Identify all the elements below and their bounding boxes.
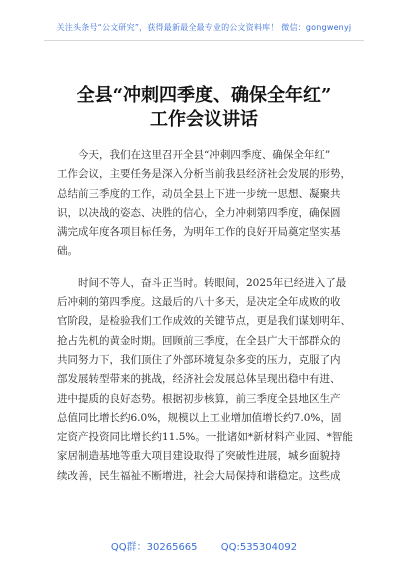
header-banner: 关注头条号“公文研究”，获得最新最全最专业的公文资料库！ 微信：gongwenyj [56, 23, 352, 32]
qq-number: QQ:535304092 [220, 542, 298, 553]
paragraph-line: 识，以决战的姿态、决胜的信心，全力冲刺第四季度，确保圆 [57, 206, 341, 219]
paragraph-line: 官阶段，是检验我们工作成效的关键节点，更是我们谋划明年、 [57, 315, 351, 328]
paragraph-line: 时间不等人，奋斗正当时。转眼间，2025年已经进入了最 [78, 276, 347, 289]
paragraph-line: 今天，我们在这里召开全县“冲刺四季度、确保全年红” [78, 149, 331, 161]
title-line-1: 全县“冲刺四季度、确保全年红” [76, 85, 332, 106]
paragraph-line: 后冲刺的第四季度。这最后的八十多天，是决定全年成败的收 [57, 296, 341, 309]
paragraph-2 [57, 274, 357, 486]
title-line-2: 工作会议讲话 [150, 109, 258, 130]
paragraph-line: 础。 [57, 245, 78, 258]
paragraph-line: 定资产投资同比增长约11.5%。一批诸如*新材料产业园、*智能 [57, 431, 353, 444]
qq-group-number: QQ群：30265665 [110, 542, 198, 553]
paragraph-1 [57, 146, 357, 262]
header-divider [44, 40, 364, 41]
document-body [57, 146, 357, 498]
paragraph-line: 续改善，民生福祉不断增进，社会大局保持和谐稳定。这些成 [57, 469, 341, 482]
paragraph-line: 进中提质的良好态势。根据初步核算，前三季度全县地区生产 [57, 392, 341, 405]
footer-contact [0, 538, 408, 553]
paragraph-line: 满完成年度各项目标任务，为明年工作的良好开局奠定坚实基 [57, 226, 341, 239]
paragraph-line: 工作会议，主要任务是深入分析当前我县经济社会发展的形势， [57, 168, 351, 181]
paragraph-line: 抢占先机的黄金时期。回顾前三季度，在全县广大干部群众的 [57, 334, 341, 347]
paragraph-line: 总结前三季度的工作，动员全县上下进一步统一思想、凝聚共 [57, 187, 341, 200]
paragraph-line: 共同努力下，我们顶住了外部环境复杂多变的压力，克服了内 [57, 353, 341, 366]
document-title [0, 84, 408, 132]
paragraph-line: 总值同比增长约6.0%，规模以上工业增加值增长约7.0%，固 [57, 411, 342, 424]
paragraph-line: 部发展转型带来的挑战，经济社会发展总体呈现出稳中有进、 [57, 373, 341, 386]
paragraph-line: 家居制造基地等重大项目建设取得了突破性进展，城乡面貌持 [57, 450, 341, 463]
